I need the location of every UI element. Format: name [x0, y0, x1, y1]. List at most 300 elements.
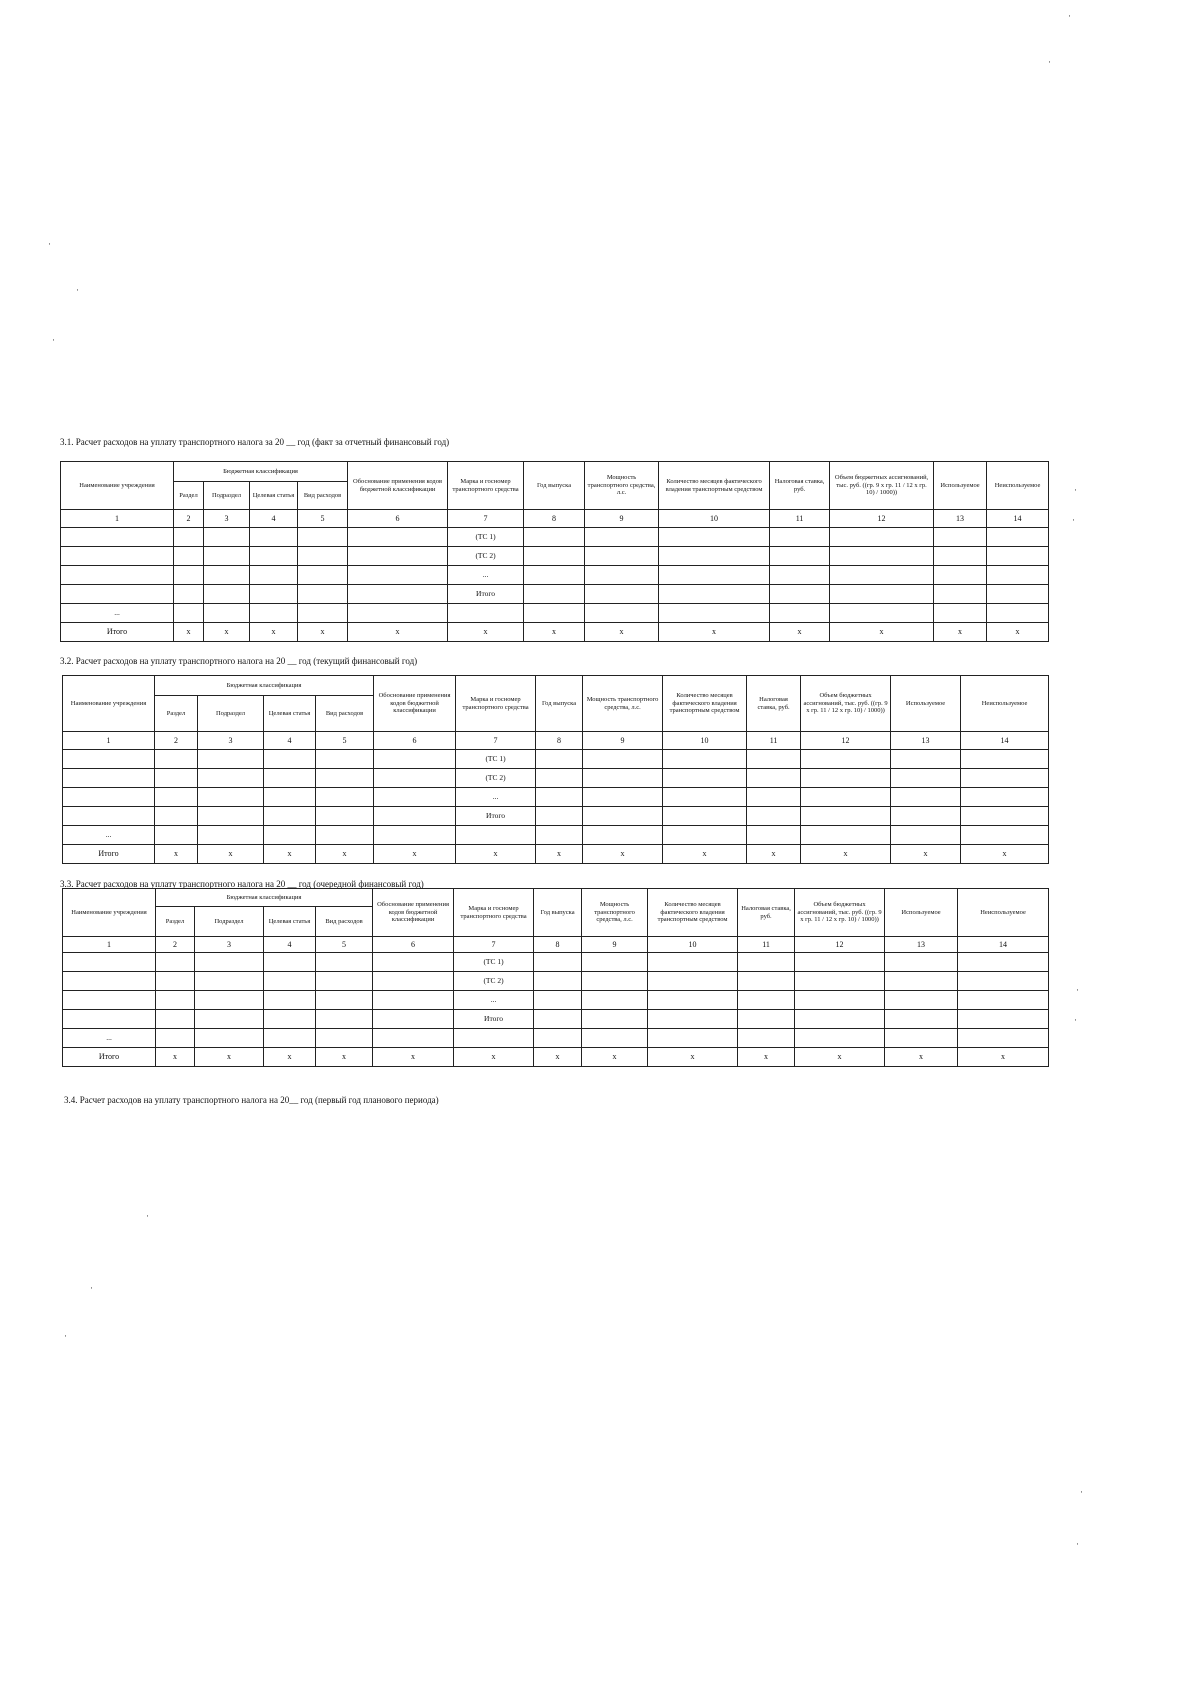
- col-header-vehicle: Марка и госномер транспортного средства: [448, 462, 524, 510]
- table-row: [63, 788, 1049, 807]
- table-cell: [891, 807, 961, 826]
- table-cell: [316, 788, 374, 807]
- header-row: [63, 676, 1049, 696]
- col-header-justification: Обоснование применения кодов бюджетной классификации: [373, 889, 454, 937]
- table-cell: [747, 826, 801, 845]
- table-cell: [61, 547, 174, 566]
- table-cell: [583, 807, 663, 826]
- table-cell: [250, 547, 298, 566]
- col-header-budget-class: Бюджетная классификация: [156, 889, 373, 907]
- x-mark: x: [582, 1048, 648, 1067]
- column-number: 9: [582, 937, 648, 953]
- table-cell: [524, 528, 585, 547]
- scan-speck: ·: [48, 239, 51, 249]
- table-cell: [830, 528, 934, 547]
- table-cell: [63, 991, 156, 1010]
- section-1-table: [60, 461, 1049, 642]
- table-cell: [316, 807, 374, 826]
- x-mark: x: [204, 623, 250, 642]
- x-mark: x: [585, 623, 659, 642]
- table-cell: [830, 566, 934, 585]
- table-cell: [738, 1010, 795, 1029]
- table-cell: [534, 1029, 582, 1048]
- table-cell: [204, 547, 250, 566]
- table-cell: [885, 1010, 958, 1029]
- table-cell: [195, 1010, 264, 1029]
- table-cell: [801, 750, 891, 769]
- column-number: 5: [298, 510, 348, 528]
- vehicle-label: (ТС 1): [454, 953, 534, 972]
- col-header-power: Мощность транспортного средства, л.с.: [585, 462, 659, 510]
- section-4-title: 3.4. Расчет расходов на уплату транспортного налога на 20__ год (первый год планового периода): [64, 1095, 439, 1105]
- table-cell: [156, 991, 195, 1010]
- table-cell: [582, 972, 648, 991]
- table-cell: [204, 604, 250, 623]
- column-number: 12: [801, 732, 891, 750]
- table-cell: [348, 566, 448, 585]
- x-mark: x: [747, 845, 801, 864]
- table-cell: [801, 788, 891, 807]
- table-cell: [155, 750, 198, 769]
- col-header-expense-type: Вид расходов: [316, 696, 374, 732]
- table-cell: [250, 604, 298, 623]
- table-row: [63, 1029, 1049, 1048]
- table-row: [63, 991, 1049, 1010]
- table-cell: [747, 769, 801, 788]
- table-cell: [264, 1010, 316, 1029]
- table-cell: [156, 953, 195, 972]
- table-cell: [316, 769, 374, 788]
- scan-speck: ·: [1076, 985, 1079, 995]
- table-cell: [585, 547, 659, 566]
- table-cell: [738, 972, 795, 991]
- header-row: [61, 462, 1049, 482]
- col-header-used: Используемое: [934, 462, 987, 510]
- table-cell: [585, 566, 659, 585]
- table-cell: [63, 953, 156, 972]
- table-cell: [585, 604, 659, 623]
- vehicle-label: (ТС 1): [448, 528, 524, 547]
- table-cell: [891, 750, 961, 769]
- table-cell: [738, 991, 795, 1010]
- column-number: 4: [264, 732, 316, 750]
- table-cell: [801, 807, 891, 826]
- table-cell: [373, 1010, 454, 1029]
- column-number: 7: [454, 937, 534, 953]
- x-mark: x: [934, 623, 987, 642]
- table-cell: [298, 604, 348, 623]
- total-label: Итого: [63, 845, 155, 864]
- col-header-expense-type: Вид расходов: [298, 482, 348, 510]
- table-cell: [456, 826, 536, 845]
- x-mark: x: [264, 1048, 316, 1067]
- column-number: 11: [738, 937, 795, 953]
- column-number-row: [63, 937, 1049, 953]
- table-cell: [316, 826, 374, 845]
- table-cell: [195, 1029, 264, 1048]
- table-cell: [648, 991, 738, 1010]
- column-number: 10: [659, 510, 770, 528]
- column-number: 11: [747, 732, 801, 750]
- x-mark: x: [373, 1048, 454, 1067]
- table-row: [63, 953, 1049, 972]
- table-cell: [987, 566, 1049, 585]
- table-cell: [63, 769, 155, 788]
- table-cell: [958, 1029, 1049, 1048]
- vehicle-label: (ТС 2): [454, 972, 534, 991]
- col-header-subsection: Подраздел: [198, 696, 264, 732]
- x-mark: x: [448, 623, 524, 642]
- table-cell: [582, 1010, 648, 1029]
- col-header-months: Количество месяцев фактического владения транспортным средством: [659, 462, 770, 510]
- scan-speck: ·: [64, 1331, 67, 1341]
- col-header-target: Целевая статья: [250, 482, 298, 510]
- section-1-title: 3.1. Расчет расходов на уплату транспортного налога за 20 __ год (факт за отчетный финансовый год): [60, 437, 450, 447]
- table-row: [61, 566, 1049, 585]
- x-mark: x: [156, 1048, 195, 1067]
- table-cell: [961, 769, 1049, 788]
- table-cell: [195, 953, 264, 972]
- table-cell: [195, 972, 264, 991]
- table-cell: [524, 547, 585, 566]
- table-cell: [316, 1010, 373, 1029]
- table-cell: [348, 604, 448, 623]
- x-mark: x: [198, 845, 264, 864]
- column-number: 9: [583, 732, 663, 750]
- table-cell: [174, 547, 204, 566]
- table-cell: [585, 585, 659, 604]
- x-mark: x: [770, 623, 830, 642]
- table-cell: [583, 826, 663, 845]
- col-header-budget-class: Бюджетная классификация: [174, 462, 348, 482]
- scan-speck: ·: [1074, 1015, 1077, 1025]
- table-cell: [770, 528, 830, 547]
- col-header-volume: Объем бюджетных ассигнований, тыс. руб. ((гр. 9 х гр. 11 / 12 х гр. 10) / 1000)): [830, 462, 934, 510]
- table-cell: [195, 991, 264, 1010]
- col-header-used: Используемое: [885, 889, 958, 937]
- table-cell: [373, 1029, 454, 1048]
- table-cell: [961, 750, 1049, 769]
- vehicle-label: Итого: [454, 1010, 534, 1029]
- column-number: 1: [61, 510, 174, 528]
- table-cell: [524, 585, 585, 604]
- table-cell: [987, 547, 1049, 566]
- header-row: [63, 889, 1049, 907]
- table-cell: [987, 528, 1049, 547]
- table-cell: [885, 1029, 958, 1048]
- table-cell: [250, 528, 298, 547]
- x-mark: x: [648, 1048, 738, 1067]
- table-cell: [298, 585, 348, 604]
- table-cell: [663, 788, 747, 807]
- table-cell: [891, 769, 961, 788]
- table-cell: [348, 585, 448, 604]
- column-number: 3: [195, 937, 264, 953]
- x-mark: x: [195, 1048, 264, 1067]
- table-cell: [830, 604, 934, 623]
- column-number: 1: [63, 732, 155, 750]
- column-number: 14: [961, 732, 1049, 750]
- table-cell: [174, 528, 204, 547]
- table-cell: [174, 585, 204, 604]
- x-mark: x: [316, 845, 374, 864]
- column-number: 5: [316, 937, 373, 953]
- table-cell: [795, 972, 885, 991]
- table-cell: [534, 1010, 582, 1029]
- table-cell: [264, 769, 316, 788]
- table-cell: [934, 566, 987, 585]
- vehicle-label: ...: [456, 788, 536, 807]
- table-cell: [174, 566, 204, 585]
- table-cell: [316, 750, 374, 769]
- table-cell: [934, 604, 987, 623]
- more-rows-marker: ...: [63, 826, 155, 845]
- x-mark: x: [663, 845, 747, 864]
- col-header-volume: Объем бюджетных ассигнований, тыс. руб. ((гр. 9 х гр. 11 / 12 х гр. 10) / 1000)): [795, 889, 885, 937]
- table-cell: [524, 604, 585, 623]
- table-cell: [891, 788, 961, 807]
- col-header-subsection: Подраздел: [195, 907, 264, 937]
- table-cell: [155, 826, 198, 845]
- col-header-unused: Неиспользуемое: [961, 676, 1049, 732]
- table-cell: [198, 750, 264, 769]
- table-cell: [316, 991, 373, 1010]
- column-number: 14: [987, 510, 1049, 528]
- table-cell: [961, 788, 1049, 807]
- x-mark: x: [830, 623, 934, 642]
- table-cell: [738, 1029, 795, 1048]
- table-cell: [63, 1010, 156, 1029]
- table-cell: [373, 991, 454, 1010]
- col-header-expense-type: Вид расходов: [316, 907, 373, 937]
- table-cell: [801, 769, 891, 788]
- table-cell: [198, 826, 264, 845]
- table-cell: [659, 547, 770, 566]
- table-cell: [536, 750, 583, 769]
- total-row: [61, 623, 1049, 642]
- col-header-year: Год выпуска: [536, 676, 583, 732]
- table-cell: [374, 826, 456, 845]
- table-cell: [198, 807, 264, 826]
- x-mark: x: [891, 845, 961, 864]
- col-header-volume: Объем бюджетных ассигнований, тыс. руб. ((гр. 9 х гр. 11 / 12 х гр. 10) / 1000)): [801, 676, 891, 732]
- table-cell: [582, 1029, 648, 1048]
- column-number: 2: [156, 937, 195, 953]
- table-cell: [204, 566, 250, 585]
- table-cell: [830, 585, 934, 604]
- table-cell: [958, 1010, 1049, 1029]
- table-cell: [373, 972, 454, 991]
- table-row: [61, 585, 1049, 604]
- total-row: [63, 845, 1049, 864]
- x-mark: x: [795, 1048, 885, 1067]
- table-cell: [583, 750, 663, 769]
- table-cell: [156, 1029, 195, 1048]
- column-number: 13: [934, 510, 987, 528]
- column-number: 10: [648, 937, 738, 953]
- table-cell: [534, 953, 582, 972]
- table-cell: [298, 566, 348, 585]
- table-cell: [204, 528, 250, 547]
- table-cell: [316, 1029, 373, 1048]
- table-cell: [585, 528, 659, 547]
- column-number: 6: [374, 732, 456, 750]
- col-header-vehicle: Марка и госномер транспортного средства: [454, 889, 534, 937]
- col-header-year: Год выпуска: [524, 462, 585, 510]
- col-header-months: Количество месяцев фактического владения транспортным средством: [663, 676, 747, 732]
- col-header-name: Наименование учреждения: [63, 676, 155, 732]
- table-cell: [298, 547, 348, 566]
- x-mark: x: [987, 623, 1049, 642]
- column-number: 2: [174, 510, 204, 528]
- total-row: [63, 1048, 1049, 1067]
- col-header-power: Мощность транспортного средства, л.с.: [582, 889, 648, 937]
- col-header-target: Целевая статья: [264, 696, 316, 732]
- more-rows-marker: ...: [61, 604, 174, 623]
- col-header-name: Наименование учреждения: [61, 462, 174, 510]
- vehicle-label: ...: [448, 566, 524, 585]
- scan-speck: ·: [76, 285, 79, 295]
- table-cell: [373, 953, 454, 972]
- col-header-section: Раздел: [156, 907, 195, 937]
- table-cell: [663, 769, 747, 788]
- table-cell: [770, 547, 830, 566]
- table-cell: [738, 953, 795, 972]
- table-cell: [264, 750, 316, 769]
- col-header-unused: Неиспользуемое: [987, 462, 1049, 510]
- x-mark: x: [264, 845, 316, 864]
- column-number: 13: [885, 937, 958, 953]
- table-cell: [958, 972, 1049, 991]
- x-mark: x: [536, 845, 583, 864]
- table-cell: [583, 769, 663, 788]
- x-mark: x: [534, 1048, 582, 1067]
- table-row: [63, 807, 1049, 826]
- x-mark: x: [298, 623, 348, 642]
- table-cell: [536, 769, 583, 788]
- scan-speck: ·: [1072, 515, 1075, 525]
- column-number: 8: [534, 937, 582, 953]
- col-header-justification: Обоснование применения кодов бюджетной классификации: [348, 462, 448, 510]
- table-cell: [648, 1029, 738, 1048]
- column-number: 8: [524, 510, 585, 528]
- table-cell: [374, 807, 456, 826]
- table-cell: [348, 547, 448, 566]
- table-cell: [156, 972, 195, 991]
- x-mark: x: [801, 845, 891, 864]
- table-cell: [891, 826, 961, 845]
- column-number: 11: [770, 510, 830, 528]
- table-row: [61, 547, 1049, 566]
- table-row: [63, 972, 1049, 991]
- table-cell: [264, 991, 316, 1010]
- table-cell: [204, 585, 250, 604]
- vehicle-label: (ТС 1): [456, 750, 536, 769]
- table-cell: [770, 604, 830, 623]
- table-cell: [156, 1010, 195, 1029]
- table-cell: [659, 528, 770, 547]
- table-cell: [155, 788, 198, 807]
- table-cell: [659, 604, 770, 623]
- table-cell: [536, 826, 583, 845]
- column-number-row: [61, 510, 1049, 528]
- scan-speck: ·: [1048, 57, 1051, 67]
- x-mark: x: [348, 623, 448, 642]
- table-cell: [63, 972, 156, 991]
- table-cell: [264, 826, 316, 845]
- col-header-name: Наименование учреждения: [63, 889, 156, 937]
- section-3-title: 3.3. Расчет расходов на уплату транспортного налога на 20 __ год (очередной финансовый год): [60, 879, 424, 889]
- table-cell: [648, 972, 738, 991]
- table-cell: [747, 807, 801, 826]
- table-cell: [934, 585, 987, 604]
- table-cell: [582, 953, 648, 972]
- scan-speck: ·: [1080, 1487, 1083, 1497]
- col-header-used: Используемое: [891, 676, 961, 732]
- table-cell: [987, 585, 1049, 604]
- table-cell: [374, 788, 456, 807]
- column-number: 13: [891, 732, 961, 750]
- table-cell: [174, 604, 204, 623]
- table-cell: [534, 972, 582, 991]
- column-number: 1: [63, 937, 156, 953]
- vehicle-label: (ТС 2): [456, 769, 536, 788]
- col-header-justification: Обоснование применения кодов бюджетной классификации: [374, 676, 456, 732]
- x-mark: x: [961, 845, 1049, 864]
- x-mark: x: [659, 623, 770, 642]
- col-header-rate: Налоговая ставка, руб.: [770, 462, 830, 510]
- table-cell: [663, 807, 747, 826]
- column-number-row: [63, 732, 1049, 750]
- table-cell: [536, 788, 583, 807]
- table-cell: [264, 1029, 316, 1048]
- table-cell: [316, 953, 373, 972]
- table-cell: [663, 826, 747, 845]
- section-3-table: [62, 888, 1049, 1067]
- column-number: 8: [536, 732, 583, 750]
- table-cell: [770, 585, 830, 604]
- scan-speck: ·: [1074, 485, 1077, 495]
- table-cell: [63, 750, 155, 769]
- table-cell: [934, 547, 987, 566]
- table-cell: [63, 788, 155, 807]
- col-header-power: Мощность транспортного средства, л.с.: [583, 676, 663, 732]
- total-label: Итого: [61, 623, 174, 642]
- scan-speck: ·: [146, 1211, 149, 1221]
- col-header-rate: Налоговая ставка, руб.: [747, 676, 801, 732]
- total-label: Итого: [63, 1048, 156, 1067]
- table-cell: [885, 953, 958, 972]
- table-cell: [250, 585, 298, 604]
- col-header-section: Раздел: [155, 696, 198, 732]
- vehicle-label: Итого: [456, 807, 536, 826]
- table-cell: [961, 826, 1049, 845]
- table-cell: [659, 566, 770, 585]
- column-number: 3: [204, 510, 250, 528]
- col-header-months: Количество месяцев фактического владения транспортным средством: [648, 889, 738, 937]
- col-header-rate: Налоговая ставка, руб.: [738, 889, 795, 937]
- x-mark: x: [250, 623, 298, 642]
- table-cell: [298, 528, 348, 547]
- column-number: 7: [448, 510, 524, 528]
- table-cell: [795, 953, 885, 972]
- table-cell: [747, 788, 801, 807]
- col-header-year: Год выпуска: [534, 889, 582, 937]
- table-cell: [524, 566, 585, 585]
- table-cell: [795, 991, 885, 1010]
- x-mark: x: [155, 845, 198, 864]
- table-cell: [374, 750, 456, 769]
